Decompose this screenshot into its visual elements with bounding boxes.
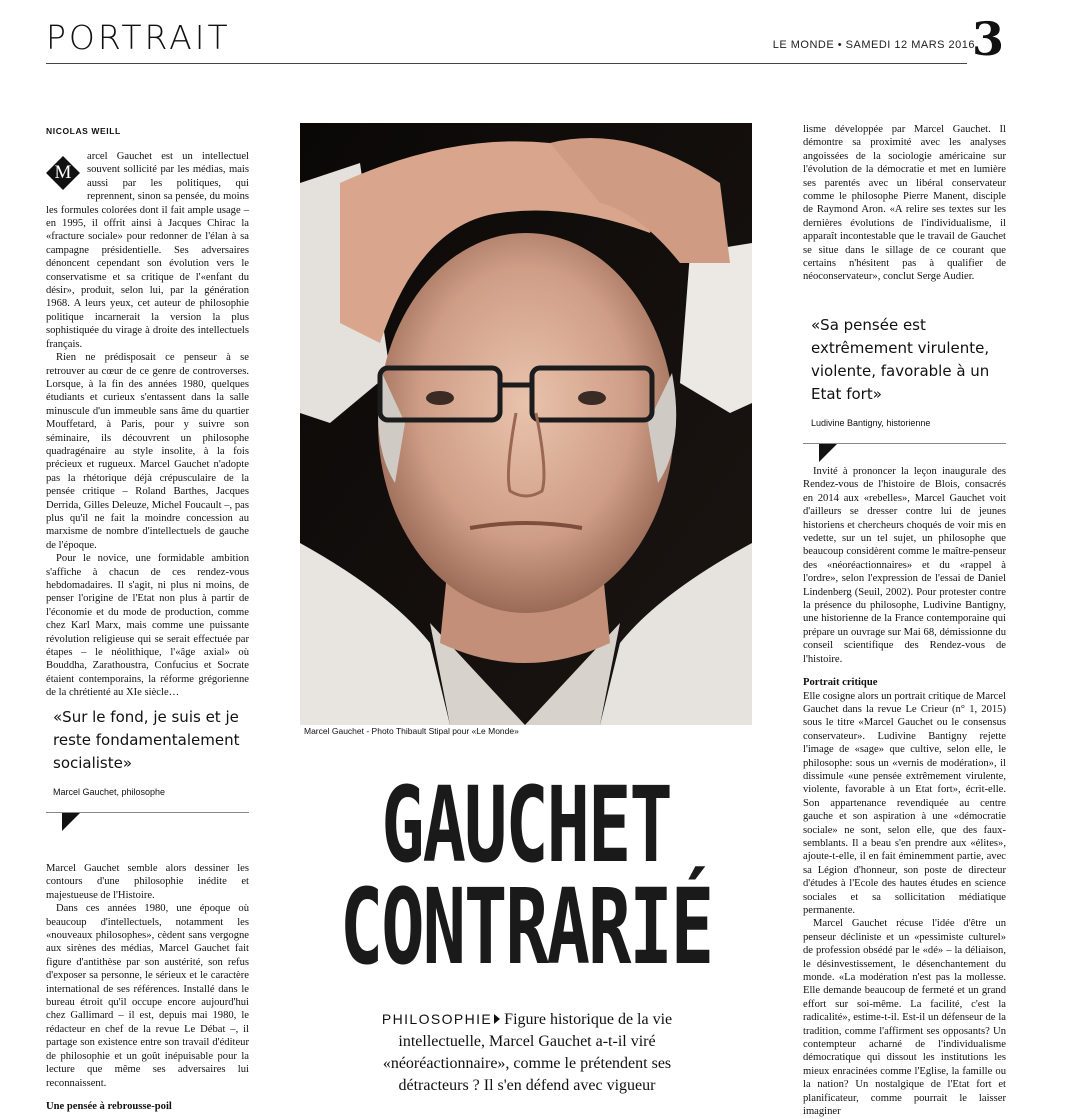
column-right-bottom [803, 465, 1006, 1118]
paragraph: lisme développée par Marcel Gauchet. Il démontre sa proximité avec les analyses angoissées de la sociologie américaine sur l'évolution de la démocratie et met en lumière ses parentés avec un libéral conservateur comme le philosophe Pierre Manent, disciple de Raymond Aron. «A relire ses textes sur les dernières évolutions de l'individualisme, il apparaît incontestable que le travail de Gauchet se situe dans le sillage de ce courant que certains n'hésitent pas à qualifier de néoconservateur», conclut Serge Audier. [803, 124, 1006, 283]
pullquote-attribution: Marcel Gauchet, philosophe [53, 787, 166, 797]
pullquote-attribution: Ludivine Bantigny, historienne [811, 418, 931, 428]
column-right-top [803, 123, 1006, 289]
pullquote-right [803, 314, 1006, 462]
play-arrow-icon [494, 1014, 500, 1024]
paragraph-text: arcel Gauchet est un intellectuel souvent sollicité par les médias, mais aussi par les politiques, qui reprennent, sinon sa pensée, du moins les formules colorées dont il fait ample usage – en 1995, il offrit ainsi à Jacques Chirac la «fracture sociale» pour redonner de l'élan à sa campagne présidentielle. Ses adversaires dénoncent cependant son évolution vers le conservatisme et sa critique de l'«enfant du désir», produit, selon lui, par la génération 1968. A leurs yeux, cet auteur de philosophie politique incarnerait la version la plus sophistiquée du virage à droite des intellectuels français. [46, 151, 249, 350]
kicker: PHILOSOPHIE [381, 1011, 493, 1027]
paragraph: Pour le novice, une formidable ambition s'affiche à chacun de ces rendez-vous hebdomadaires. Il s'agit, ni plus ni moins, de penser l'origine de l'Etat non plus à partir de l'économie et du mode de production, comme chez Karl Marx, mais comme une puissante révolution religieuse qui se serait effectuée par étapes – le néolithique, l'«âge axial» où Bouddha, Zarathoustra, Confucius et Socrate étaient contemporains, la réforme grégorienne de la chrétienté au XIe siècle… [46, 553, 249, 699]
pullquote-left [46, 706, 249, 831]
photo-caption: Marcel Gauchet - Photo Thibault Stipal pour «Le Monde» [304, 726, 519, 736]
paragraph: Invité à prononcer la leçon inaugurale des Rendez-vous de l'histoire de Blois, consacrés en 2014 aux «rebelles», Marcel Gauchet voit d'ailleurs se dresser contre lui de jeunes historiens et chercheurs choqués de voir mis en vedette, sur un tel sujet, un philosophe que beaucoup considèrent comme le maître-penseur des «néoréactionnaires» et du «rappel à l'ordre», selon l'expression de l'essai de Daniel Lindenberg (Seuil, 2002). Pour protester contre la présence du philosophe, Ludivine Bantigny, une historienne de la France contemporaine qui prépare un ouvrage sur Mai 68, démissionne du conseil scientifique des Rendez-vous de l'histoire. [803, 466, 1006, 665]
paragraph: Elle cosigne alors un portrait critique de Marcel Gauchet dans la revue Le Crieur (n° 1, 2015) sous le titre «Marcel Gauchet ou le consensus conservateur». Ludivine Bantigny rejette l'image de «sage» que cultive, selon elle, le philosophe: sous un «vernis de modération», il dissimule «une pensée extrêmement virulente, violente, favorable à un Etat fort», écrit-elle. Son appartenance revendiquée au centre gauche et son aspiration à une «démocratie sociale» ne sont, selon elle, que des faux-semblants. Il a beau s'en prendre aux «élites», ajoute-t-elle, il en fait éminemment partie, avec sa Légion d'honneur, son poste de directeur d'études à l'Ecole des hautes études en science sociales et sa sollicitation médiatique permanente. [803, 690, 1006, 916]
column-left-bottom [46, 862, 249, 1112]
pullquote-text: «Sa pensée est extrêmement virulente, violente, favorable à un Etat fort» [811, 316, 990, 403]
paragraph: Dans ces années 1980, une époque où beaucoup d'intellectuels, notamment les «nouveaux philosophes», cèdent sans vergogne aux sirènes des médias, Marcel Gauchet fait figure d'antithèse par son austérité, son refus d'exposer sa personne, le sérieux et le caractère international de ses références. Installé dans le bureau étroit qu'il occupe encore aujourd'hui chez Gallimard – il est, depuis mai 1980, le rédacteur en chef de la revue Le Débat –, il partage son existence entre son travail d'éditeur de philosophie et un goût inépuisable pour la lecture que même ses adversaires lui reconnaissent. [46, 903, 249, 1089]
paragraph: Marcel Gauchet récuse l'idée d'être un penseur décliniste et un «pessimiste culturel» de profession obsédé par le «dé» – la déliaison, le désinvestissement, le désenchantement du monde. «La modération n'est pas la mollesse. Elle demande beaucoup de fermeté et un grand effort sur soi-même. La facilité, c'est la radicalité», estime-t-il. Est-il un défenseur de la tradition, comme l'affirment ses opposants? Un contempteur acharné de l'individualisme démocratique qui dissout les institutions les mieux enracinées comme l'Eglise, la famille ou la nation? Un nostalgique de l'Etat fort et planificateur, comme pourrait le laisser imaginer [803, 918, 1006, 1118]
page-number: 3 [972, 12, 1005, 66]
byline: NICOLAS WEILL [46, 126, 121, 136]
header-rule [46, 63, 967, 64]
paragraph [46, 150, 249, 351]
portrait-photo [300, 123, 752, 725]
pullquote-text: «Sur le fond, je suis et je reste fondamentalement socialiste» [53, 708, 240, 772]
paragraph: Marcel Gauchet semble alors dessiner les contours d'une philosophie inédite et majestueuse de l'Histoire. [46, 863, 249, 901]
headline-line-2: CONTRARIÉ [339, 866, 713, 988]
dateline: LE MONDE • SAMEDI 12 MARS 2016 [772, 39, 975, 51]
subheading: Portrait critique [803, 677, 878, 689]
paragraph: Rien ne prédisposait ce penseur à se retrouver au cœur de ce genre de controverses. Lorsque, à la fin des années 1980, quelques étudiants et curieux s'entassent dans la salle minuscule d'un immeuble sans âme du quartier Mouffetard, à Paris, pour y suivre son séminaire, ils découvrent un philosophe quadragénaire au style insolite, à la fois précieux et rugueux. Marcel Gauchet n'adopte pas la rhétorique déjà crépusculaire de la pensée critique – Roland Barthes, Jacques Derrida, Gilles Deleuze, Michel Foucault –, pas plus qu'il ne fait la moindre concession au marxisme de nombre d'intellectuels de gauche de l'époque. [46, 352, 249, 551]
subheading: Une pensée à rebrousse-poil [46, 1100, 172, 1112]
portrait-illustration [300, 123, 752, 725]
section-rubric: PORTRAIT [46, 18, 231, 57]
standfirst-text: Figure historique de la vie intellectuelle, Marcel Gauchet a-t-il viré «néoréactionnaire», comme le prétendent ses détracteurs ? Il s'en défend avec vigueur [382, 1011, 673, 1094]
dropcap-diamond-icon [46, 156, 80, 190]
quote-tail-icon [62, 813, 80, 831]
standfirst [352, 1008, 702, 1097]
headline-line-1: GAUCHET [381, 764, 671, 886]
dropcap-letter: M [54, 162, 72, 183]
quote-tail-icon [819, 444, 837, 462]
column-left-top [46, 150, 249, 699]
